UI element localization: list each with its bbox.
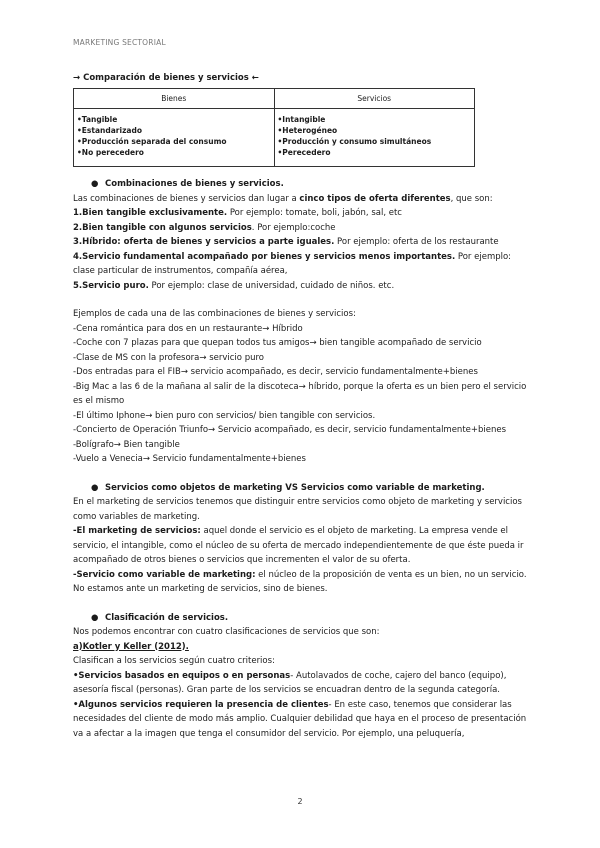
paragraph: -Servicio como variable de marketing: el núcleo de la proposición de venta es un bien, no un servicio. No estamos ante un marketing de servicios, sino de bienes. <box>73 569 527 594</box>
comparison-title: → Comparación de bienes y servicios ← <box>73 73 259 83</box>
bullet-icon: ● <box>91 482 99 493</box>
paragraph: •Algunos servicios requieren la presencia de clientes- En este caso, tenemos que considerar las necesidades del cliente de modo más amplio. Cualquier debilidad que haya en el proceso de presentación va a afectar a la imagen que tenga el consumidor del servicio. Por ejemplo, una peluquería, <box>73 699 527 739</box>
example-item: -Cena romántica para dos en un restaurante→ Híbrido <box>73 323 303 334</box>
list-item: •Estandarizado <box>77 126 143 135</box>
list-item: •Heterogéneo <box>277 126 338 135</box>
list-item: •Perecedero <box>277 148 331 157</box>
example-item: -Big Mac a las 6 de la mañana al salir de la discoteca→ híbrido, porque la oferta es un bien pero el servicio es el mismo <box>73 381 527 406</box>
page-number: 2 <box>297 797 303 806</box>
section-heading-clasificacion: ● Clasificación de servicios. <box>73 611 533 626</box>
section-heading-objetos: ● Servicios como objetos de marketing VS Servicios como variable de marketing. <box>73 481 533 496</box>
list-item: 4.Servicio fundamental acompañado por bienes y servicios menos importantes. Por ejemplo: clase particular de instrumentos, compañía aérea, <box>73 251 512 276</box>
paragraph: Las combinaciones de bienes y servicios dan lugar a cinco tipos de oferta diferentes, que son: <box>73 193 493 204</box>
example-item: -Concierto de Operación Triunfo→ Servicio acompañado, es decir, servicio fundamentalmente+bienes <box>73 425 507 435</box>
bullet-icon: ● <box>91 612 99 623</box>
example-item: -Dos entradas para el FIB→ servicio acompañado, es decir, servicio fundamentalmente+bienes <box>73 367 478 377</box>
paragraph: Clasifican a los servicios según cuatro criterios: <box>73 656 275 666</box>
servicios-cell <box>274 109 475 167</box>
list-item: •Producción y consumo simultáneos <box>277 137 432 146</box>
main-content <box>73 177 533 741</box>
subheading-kotler: a)Kotler y Keller (2012). <box>73 641 189 652</box>
bullet-icon: ● <box>91 179 99 189</box>
page-header: MARKETING SECTORIAL <box>73 38 166 47</box>
list-item: •Producción separada del consumo <box>77 137 227 146</box>
paragraph: •Servicios basados en equipos o en personas- Autolavados de coche, cajero del banco (equipo), asesoría fiscal (personas). Gran parte de los servicios se encuadran dentro de la segunda categoría. <box>73 670 507 695</box>
column-header-servicios: Servicios <box>274 89 475 109</box>
example-item: -Clase de MS con la profesora→ servicio puro <box>73 352 264 363</box>
list-item: •Tangible <box>77 115 118 124</box>
bienes-cell <box>74 109 275 167</box>
list-item: •Intangible <box>277 115 326 124</box>
example-item: -El último Iphone→ bien puro con servicios/ bien tangible con servicios. <box>73 410 376 421</box>
example-item: -Bolígrafo→ Bien tangible <box>73 439 180 450</box>
list-item: 2.Bien tangible con algunos servicios. Por ejemplo:coche <box>73 222 336 233</box>
example-item: -Vuelo a Venecia→ Servicio fundamentalmente+bienes <box>73 454 306 464</box>
example-item: -Coche con 7 plazas para que quepan todos tus amigos→ bien tangible acompañado de servicio <box>73 338 482 348</box>
paragraph: Ejemplos de cada una de las combinaciones de bienes y servicios: <box>73 309 356 319</box>
list-item: 3.Híbrido: oferta de bienes y servicios a parte iguales. Por ejemplo: oferta de los restaurante <box>73 237 499 247</box>
section-heading-combinaciones: ● Combinaciones de bienes y servicios. <box>73 177 533 192</box>
list-item: •No perecedero <box>77 148 144 157</box>
column-header-bienes: Bienes <box>74 89 275 109</box>
paragraph: Nos podemos encontrar con cuatro clasificaciones de servicios que son: <box>73 627 380 637</box>
list-item: 1.Bien tangible exclusivamente. Por ejemplo: tomate, boli, jabón, sal, etc <box>73 208 402 218</box>
comparison-table <box>73 88 475 167</box>
list-item: 5.Servicio puro. Por ejemplo: clase de universidad, cuidado de niños. etc. <box>73 280 395 291</box>
paragraph: En el marketing de servicios tenemos que distinguir entre servicios como objeto de marketing y servicios como variables de marketing. <box>73 497 522 522</box>
paragraph: -El marketing de servicios: aquel donde el servicio es el objeto de marketing. La empresa vende el servicio, el intangible, como el núcleo de su oferta de mercado independientemente de que éste pueda ir acompañado de otros bienes o servicios que incrementen el valor de su oferta. <box>73 526 524 565</box>
